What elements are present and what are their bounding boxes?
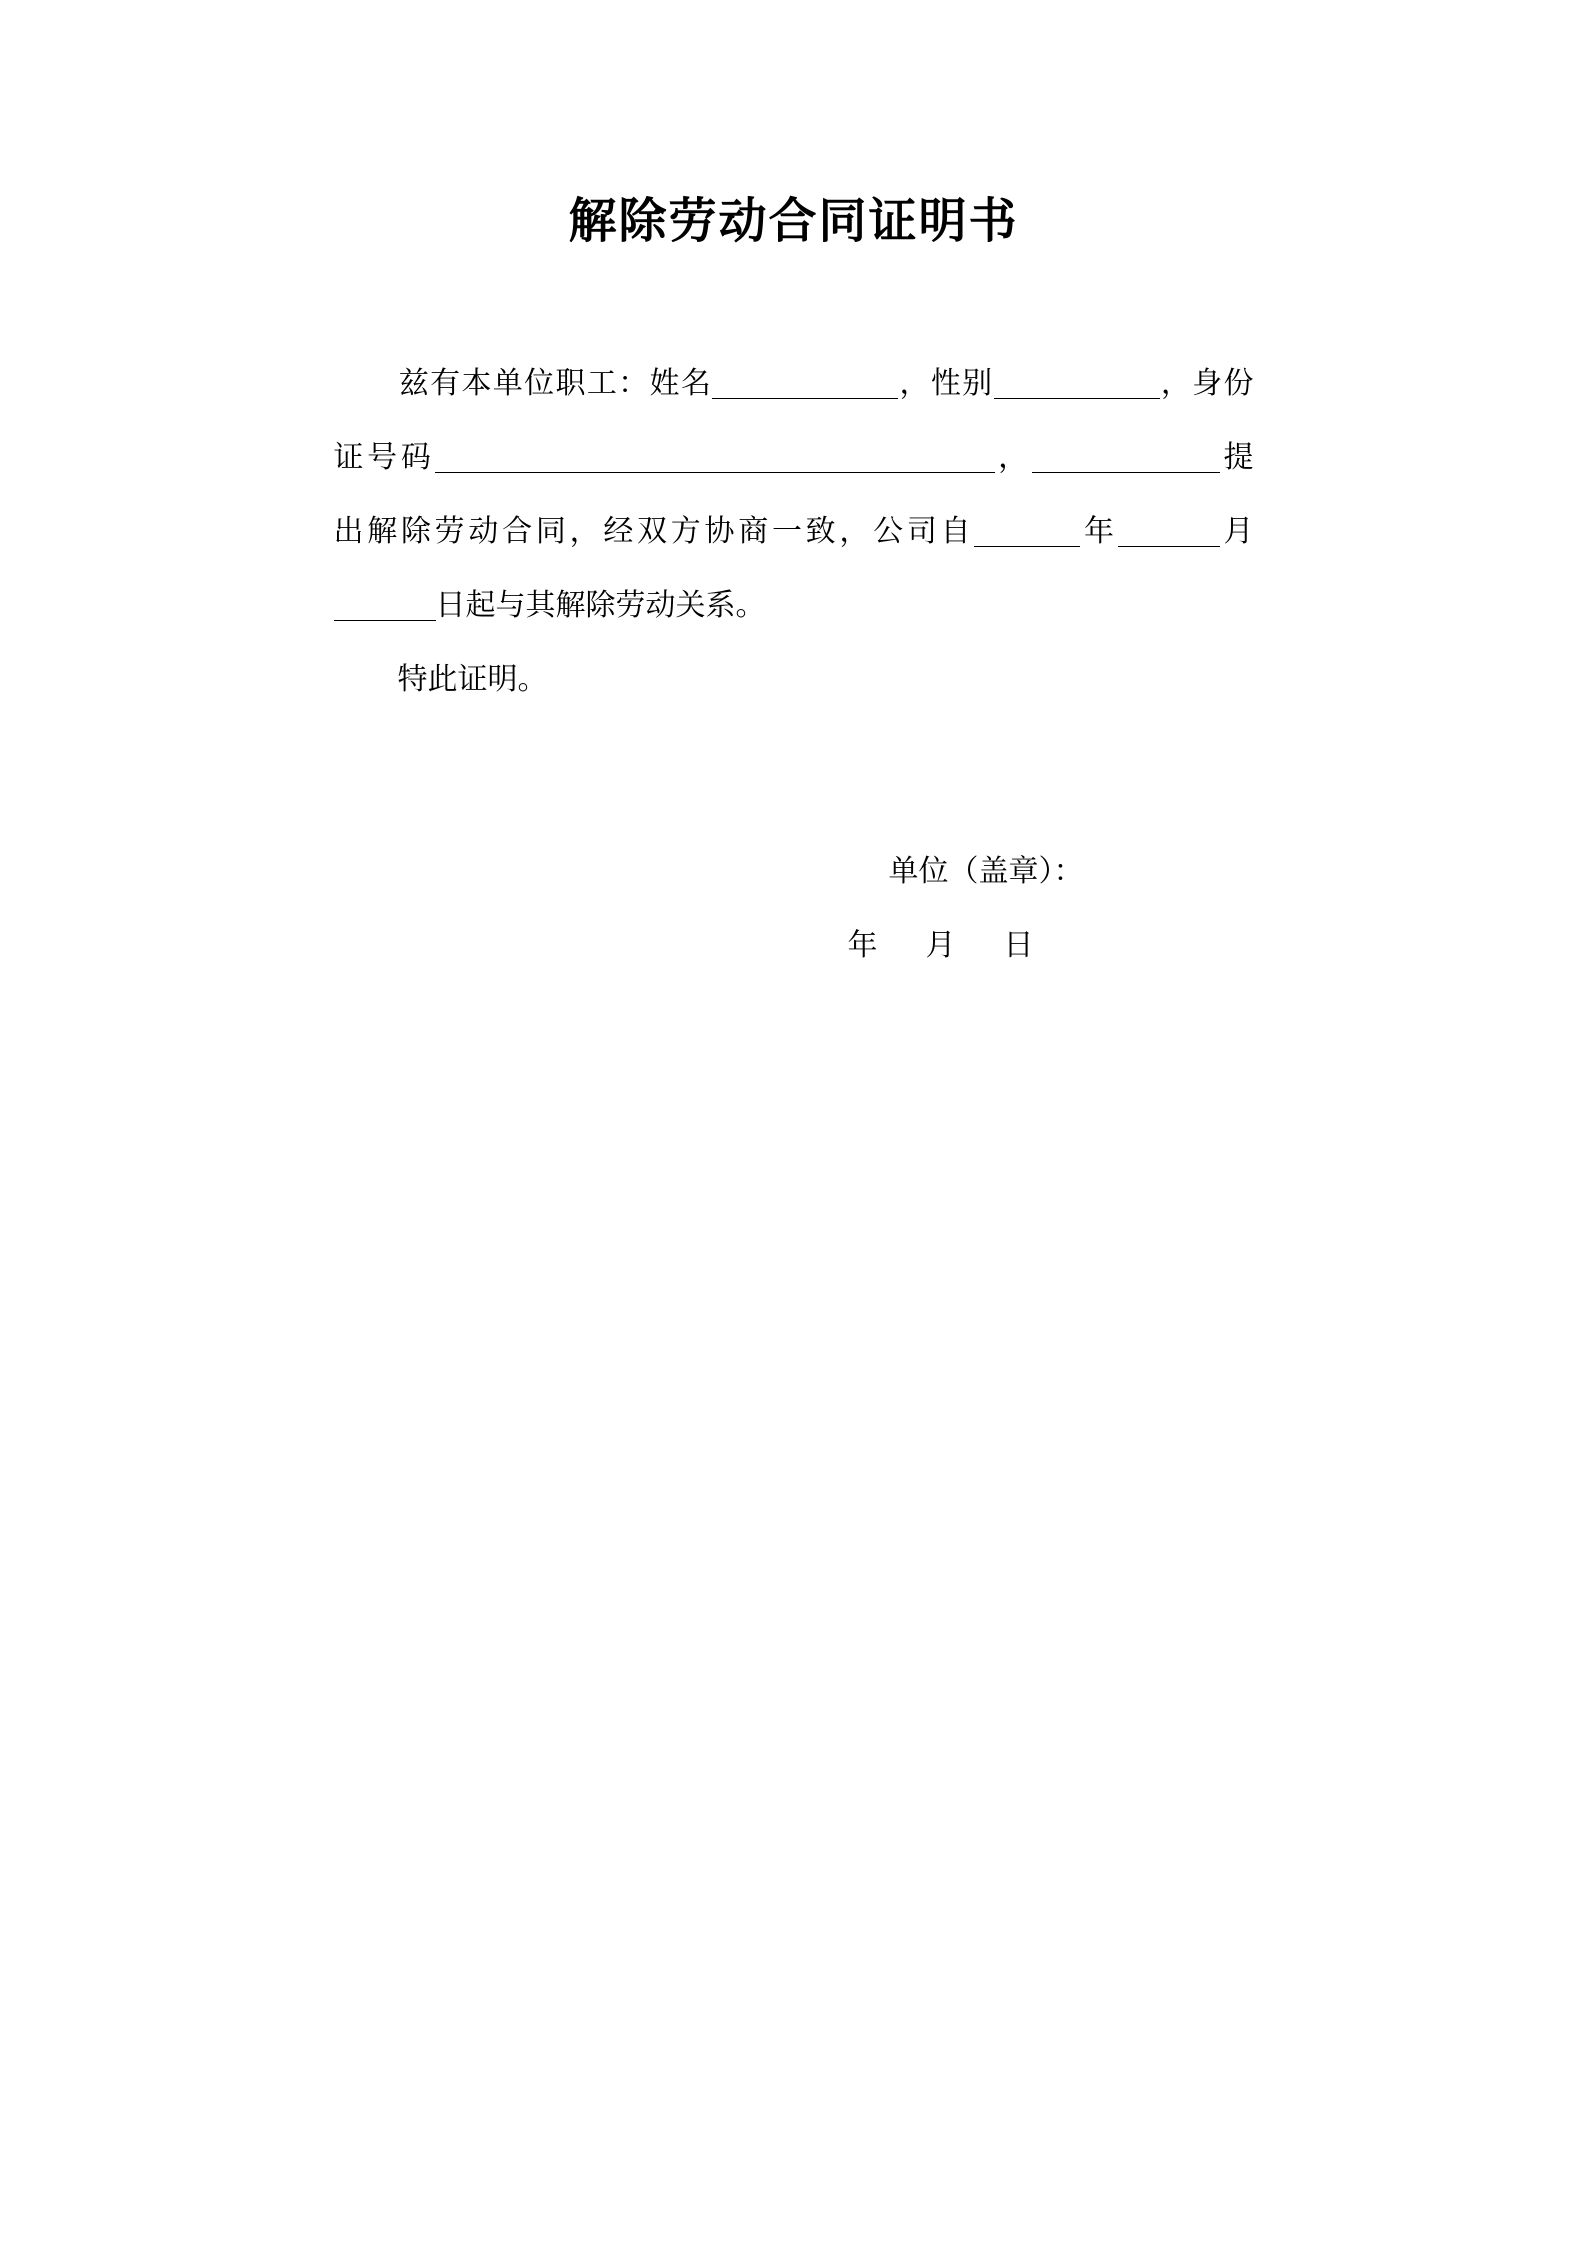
blank-party-field[interactable] <box>1032 442 1220 473</box>
text-gender-label: ，性别 <box>898 367 994 400</box>
blank-name-field[interactable] <box>712 368 898 399</box>
blank-gender-field[interactable] <box>994 368 1160 399</box>
page-title: 解除劳动合同证明书 <box>568 195 1019 248</box>
blank-year-field[interactable] <box>974 516 1080 547</box>
date-month-label: 月 <box>925 929 958 962</box>
company-seal-line: 单位（盖章）： <box>888 855 1084 888</box>
text-month-unit: 月 <box>1219 515 1254 548</box>
paragraph-certify <box>334 643 1254 717</box>
paragraph-main <box>334 347 1254 643</box>
blank-id-number-field[interactable] <box>435 442 995 473</box>
document-body <box>234 347 1354 717</box>
text-id-label: ，身份证号码 <box>333 367 1254 474</box>
blank-day-field[interactable] <box>334 590 436 621</box>
signature-date-line <box>334 909 1254 983</box>
text-certify: 特此证明。 <box>397 663 548 696</box>
signature-block <box>234 835 1354 983</box>
text-day-ending: 日起与其解除劳动关系。 <box>435 589 766 622</box>
text-termination-clause: 提出解除劳动合同，经双方协商一致，公司自 <box>333 441 1254 548</box>
date-year-label: 年 <box>847 929 880 962</box>
text-employee-intro: 兹有本单位职工：姓名 <box>397 367 713 400</box>
text-year-unit: 年 <box>1080 515 1118 548</box>
date-day-label: 日 <box>1003 929 1036 962</box>
text-comma: ， <box>994 441 1032 474</box>
blank-month-field[interactable] <box>1118 516 1220 547</box>
